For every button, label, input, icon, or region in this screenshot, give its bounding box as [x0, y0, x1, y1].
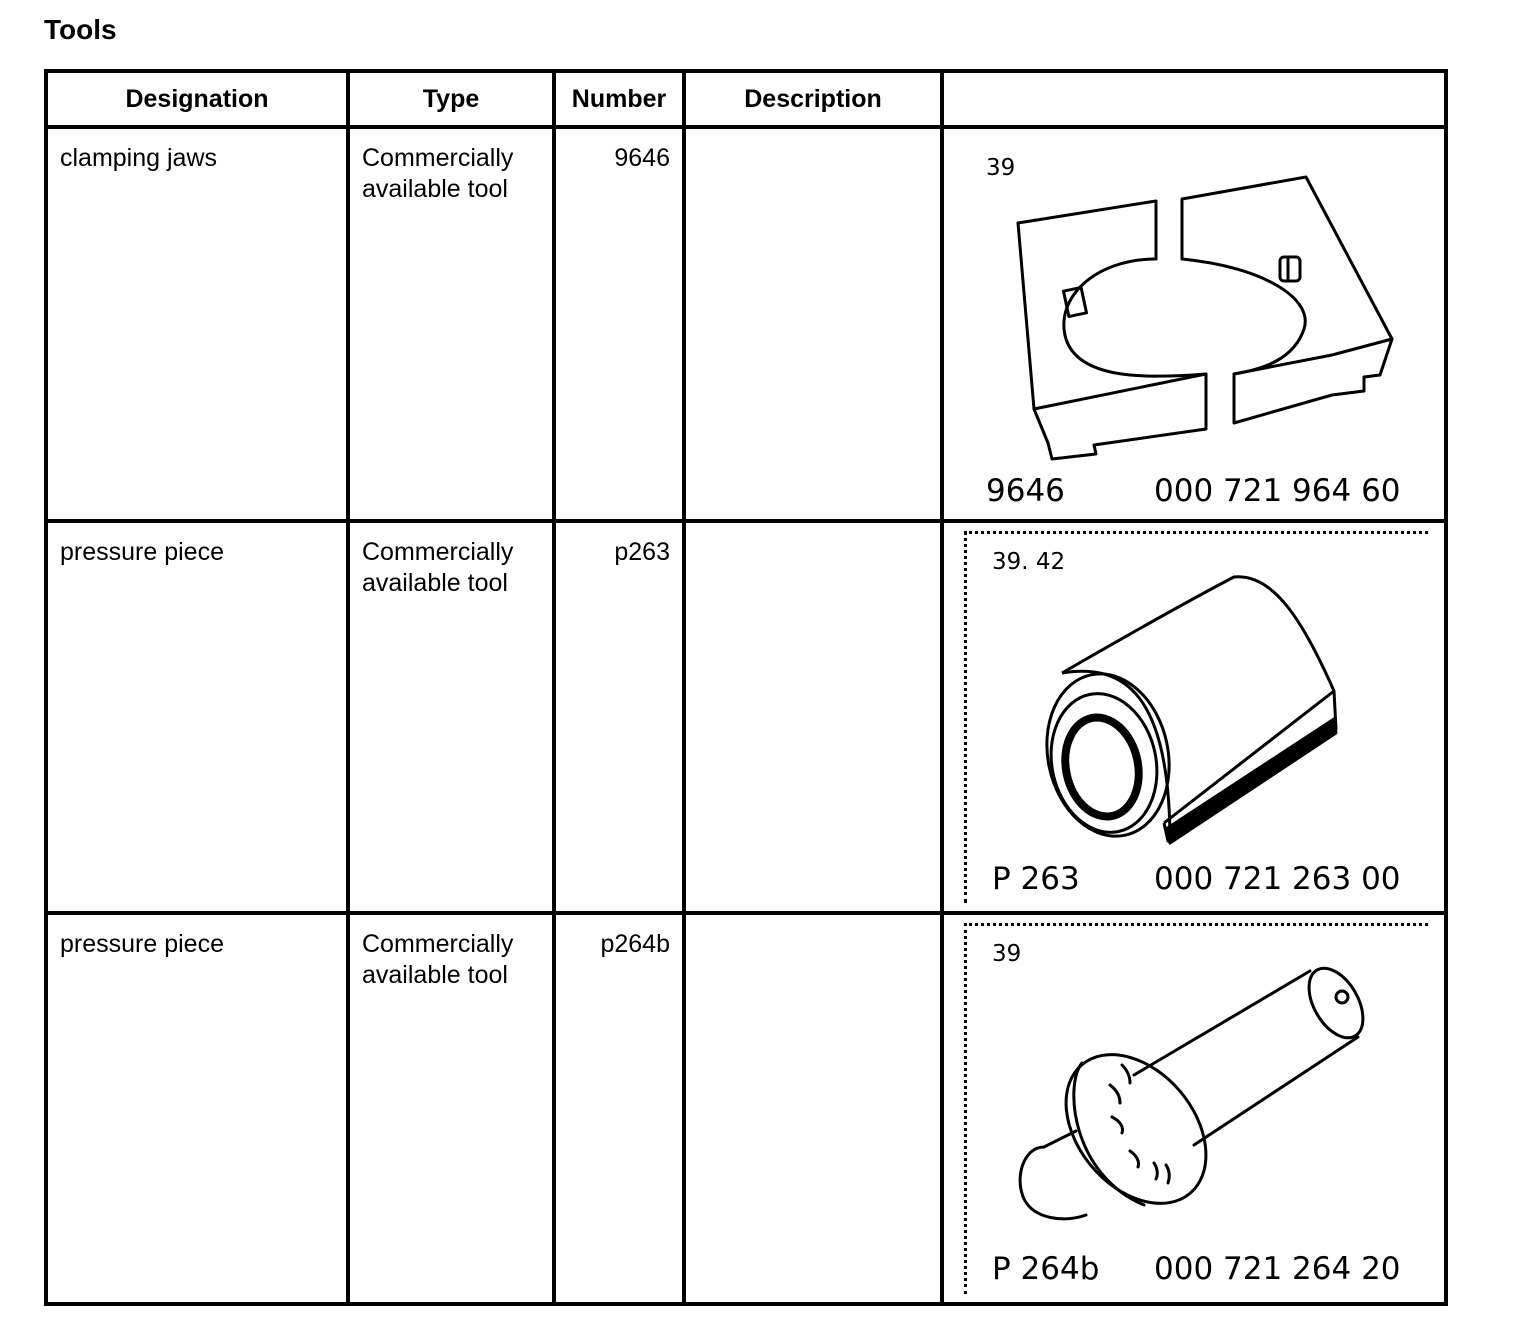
illustration-pressure-piece-cylinder: [944, 523, 1444, 911]
tool-label: 9646: [986, 473, 1065, 509]
illustration-pressure-piece-pin: [944, 915, 1444, 1302]
cell-description: [684, 913, 942, 1304]
table-row: [46, 127, 1446, 521]
cell-type: [348, 127, 554, 521]
illustration-clamping-jaws: [944, 129, 1444, 519]
cell-number: p263: [554, 521, 684, 913]
cell-type: [348, 521, 554, 913]
column-header-designation: Designation: [46, 71, 348, 127]
tool-label: P 263: [992, 861, 1080, 897]
tool-label: P 264b: [992, 1251, 1100, 1287]
pressure-piece-pin-icon: [944, 915, 1442, 1302]
column-header-type: Type: [348, 71, 554, 127]
cell-designation: pressure piece: [46, 913, 348, 1304]
table-row: [46, 521, 1446, 913]
part-number: 000 721 264 20: [1154, 1251, 1401, 1287]
type-line: Commercially: [362, 930, 514, 958]
type-line: available tool: [362, 961, 508, 989]
column-header-description: Description: [684, 71, 942, 127]
cell-illustration: [942, 913, 1446, 1304]
part-number: 000 721 964 60: [1154, 473, 1401, 509]
group-label: 39. 42: [992, 549, 1066, 575]
type-line: available tool: [362, 569, 508, 597]
clamping-jaws-icon: [944, 129, 1442, 519]
tools-table: [44, 69, 1448, 1306]
type-line: Commercially: [362, 144, 514, 172]
page-title: Tools: [44, 14, 117, 45]
cell-type: [348, 913, 554, 1304]
table-header-row: [46, 71, 1446, 127]
pressure-piece-cylinder-icon: [944, 523, 1442, 911]
cell-description: [684, 521, 942, 913]
cell-designation: clamping jaws: [46, 127, 348, 521]
table-row: [46, 913, 1446, 1304]
cell-designation: pressure piece: [46, 521, 348, 913]
cell-illustration: [942, 521, 1446, 913]
cell-number: p264b: [554, 913, 684, 1304]
column-header-illustration: [942, 71, 1446, 127]
type-line: available tool: [362, 175, 508, 203]
type-line: Commercially: [362, 538, 514, 566]
cell-illustration: [942, 127, 1446, 521]
group-label: 39: [992, 941, 1022, 967]
group-label: 39: [986, 155, 1016, 181]
cell-description: [684, 127, 942, 521]
cell-number: 9646: [554, 127, 684, 521]
part-number: 000 721 263 00: [1154, 861, 1401, 897]
column-header-number: Number: [554, 71, 684, 127]
